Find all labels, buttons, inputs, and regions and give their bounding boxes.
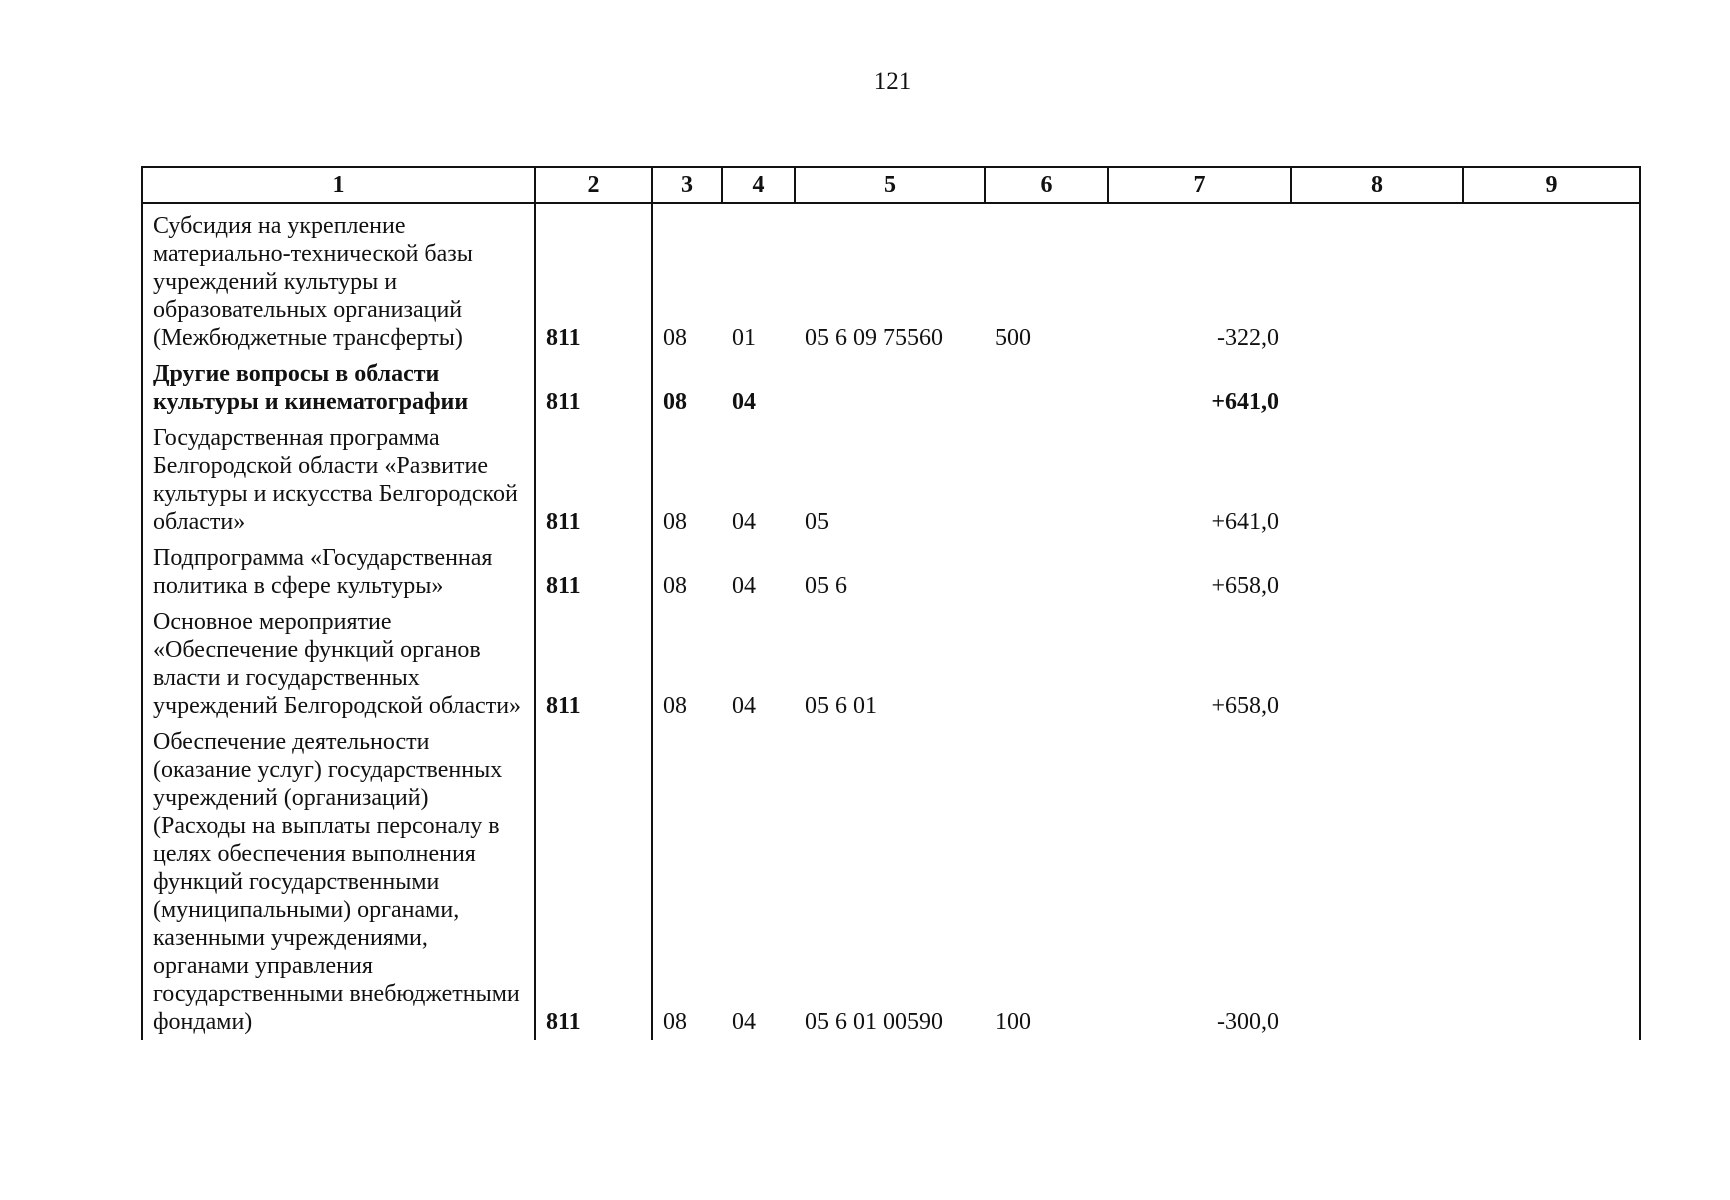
row-section: 08 [663,389,687,415]
row-expense-type: 500 [995,325,1031,351]
row-code: 811 [535,724,652,1040]
table-row [142,540,1640,604]
table-row [142,203,1640,356]
row-col-9 [1463,420,1640,540]
row-name: Другие вопросы в области культуры и кинематографии [142,356,535,420]
row-target-article: 05 6 09 75560 [805,325,943,351]
row-expense-type [985,604,1108,724]
row-expense-type: 100 [995,1009,1031,1035]
row-target-article: 05 6 01 [805,693,877,719]
header-col-7: 7 [1108,167,1291,203]
row-expense-type [985,540,1108,604]
row-amount: -322,0 [1217,325,1279,351]
table-row [142,604,1640,724]
row-code: 811 [535,203,652,356]
row-code: 811 [535,604,652,724]
header-col-1: 1 [142,167,535,203]
row-col-8 [1291,420,1463,540]
row-subsection: 04 [732,389,756,415]
row-target-article [795,356,985,420]
row-target-article: 05 [805,509,829,535]
row-subsection: 04 [732,1009,756,1035]
row-name: Обеспечение деятельности (оказание услуг) государственных учреждений (организаций) (Расходы на выплаты персоналу в целях обеспечения выполнения функций государственными (муниципальными) органами, казенными учреждениями, органами управления государственными внебюджетными фондами) [142,724,535,1040]
row-section: 08 [663,509,687,535]
row-section: 08 [663,1009,687,1035]
table-row [142,420,1640,540]
row-name: Субсидия на укрепление материально-технической базы учреждений культуры и образовательных организаций (Межбюджетные трансферты) [142,203,535,356]
header-col-5: 5 [795,167,985,203]
row-amount: +658,0 [1211,573,1279,599]
row-col-8 [1291,604,1463,724]
row-expense-type [985,420,1108,540]
row-name: Подпрограмма «Государственная политика в сфере культуры» [142,540,535,604]
row-col-9 [1463,604,1640,724]
header-col-4: 4 [722,167,795,203]
row-subsection: 04 [732,509,756,535]
row-section: 08 [663,693,687,719]
row-col-8 [1291,724,1463,1040]
row-code: 811 [535,356,652,420]
row-name: Основное мероприятие «Обеспечение функций органов власти и государственных учреждений Белгородской области» [142,604,535,724]
table-row [142,356,1640,420]
row-amount: +658,0 [1211,693,1279,719]
row-name: Государственная программа Белгородской области «Развитие культуры и искусства Белгородской области» [142,420,535,540]
row-col-9 [1463,540,1640,604]
row-amount: -300,0 [1217,1009,1279,1035]
row-expense-type [985,356,1108,420]
header-col-2: 2 [535,167,652,203]
row-amount: +641,0 [1211,509,1279,535]
row-code: 811 [535,540,652,604]
row-col-8 [1291,203,1463,356]
row-col-9 [1463,203,1640,356]
header-col-3: 3 [652,167,722,203]
header-row [142,167,1640,203]
header-col-6: 6 [985,167,1108,203]
row-target-article: 05 6 [805,573,847,599]
table-body [142,203,1640,1040]
header-col-8: 8 [1291,167,1463,203]
header-col-9: 9 [1463,167,1640,203]
row-subsection: 01 [732,325,756,351]
row-col-8 [1291,356,1463,420]
row-code: 811 [535,420,652,540]
row-subsection: 04 [732,573,756,599]
row-col-9 [1463,356,1640,420]
row-col-8 [1291,540,1463,604]
row-amount: +641,0 [1211,389,1279,415]
table-row [142,724,1640,1040]
row-section: 08 [663,325,687,351]
row-col-9 [1463,724,1640,1040]
row-section: 08 [663,573,687,599]
row-target-article: 05 6 01 00590 [805,1009,943,1035]
row-subsection: 04 [732,693,756,719]
budget-table [141,166,1641,1040]
page-number: 121 [873,68,912,95]
